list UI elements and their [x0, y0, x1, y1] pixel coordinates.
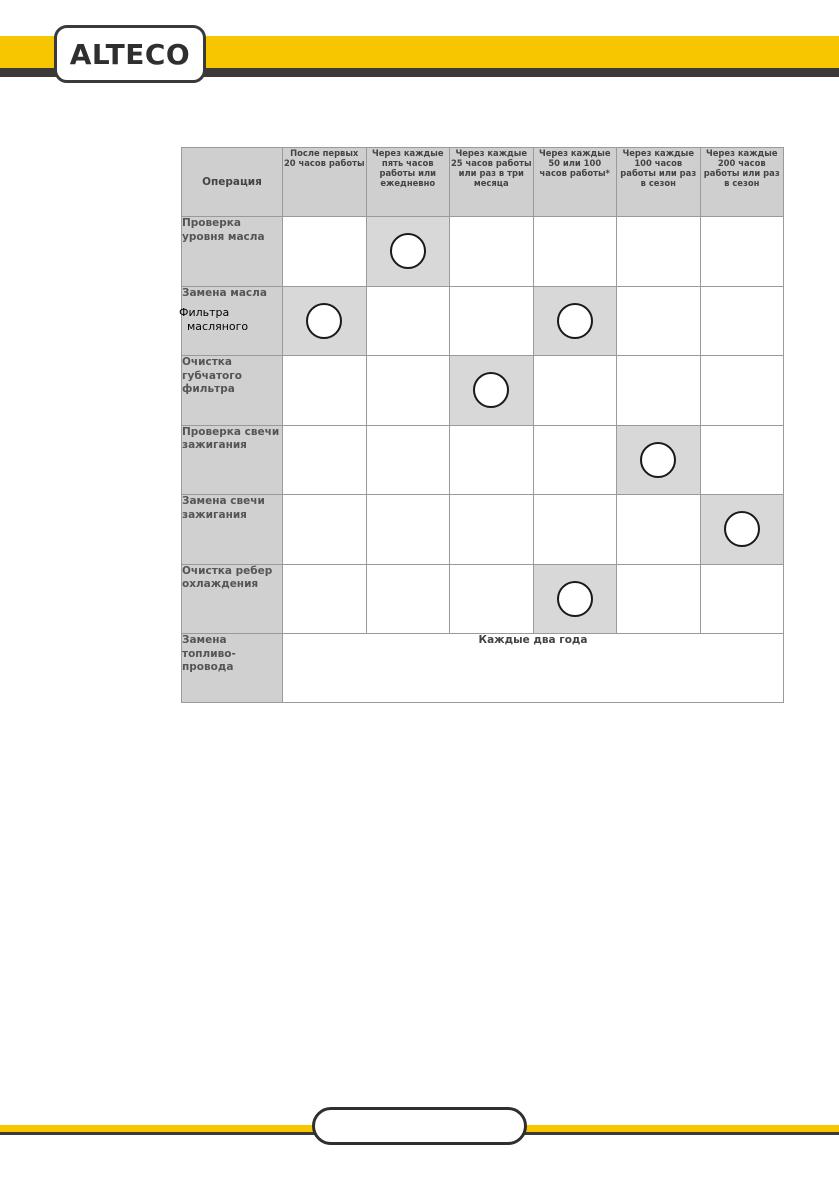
table-row: [182, 356, 784, 426]
brand-logo: [54, 25, 206, 83]
schedule-cell: [617, 495, 701, 565]
page-number-badge: [312, 1107, 527, 1145]
schedule-cell: [366, 425, 450, 495]
schedule-cell: [700, 564, 784, 634]
maintenance-mark-circle: [306, 303, 342, 339]
schedule-cell: [450, 356, 534, 426]
schedule-cell: [450, 217, 534, 287]
maintenance-mark-circle: [473, 372, 509, 408]
maintenance-mark-circle: [724, 511, 760, 547]
schedule-cell: [283, 286, 367, 356]
schedule-cell: [617, 564, 701, 634]
operation-label: Очистка ребер охлаждения: [182, 564, 283, 634]
schedule-cell: [366, 286, 450, 356]
table-row: [182, 495, 784, 565]
table-row: [182, 425, 784, 495]
column-header: Через каждые 200 часов работы или раз в сезон: [700, 148, 784, 217]
header-row: [182, 148, 784, 217]
operation-cell: [179, 286, 283, 356]
column-header: После первых 20 часов работы: [283, 148, 367, 217]
schedule-cell: [617, 286, 701, 356]
schedule-cell: [366, 564, 450, 634]
schedule-cell: [283, 564, 367, 634]
handwritten-note: [179, 306, 282, 335]
schedule-cell: [617, 425, 701, 495]
operation-label: Проверка уровня масла: [182, 217, 283, 287]
note-line: Фильтра: [179, 306, 230, 320]
schedule-cell: [450, 564, 534, 634]
maintenance-mark-circle: [557, 303, 593, 339]
schedule-cell: [533, 217, 617, 287]
schedule-cell: [700, 286, 784, 356]
schedule-cell: [450, 425, 534, 495]
schedule-cell: [366, 217, 450, 287]
schedule-cell: [283, 495, 367, 565]
schedule-cell: [283, 425, 367, 495]
column-header: Через каждые пять часов работы или ежедневно: [366, 148, 450, 217]
note-line: масляного: [187, 320, 249, 334]
schedule-cell: [617, 217, 701, 287]
operation-label: Проверка свечи зажигания: [182, 425, 283, 495]
operation-label: Замена свечи зажигания: [182, 495, 283, 565]
schedule-cell: [533, 356, 617, 426]
table-row: [182, 634, 784, 703]
schedule-cell: [450, 495, 534, 565]
maintenance-mark-circle: [640, 442, 676, 478]
operation-label: Замена масла: [182, 286, 267, 299]
schedule-cell: [700, 495, 784, 565]
operation-label: Замена топливо-провода: [182, 634, 283, 703]
schedule-cell: [533, 495, 617, 565]
schedule-cell: [700, 217, 784, 287]
schedule-cell: [700, 425, 784, 495]
schedule-cell: [533, 564, 617, 634]
maintenance-schedule-table: [181, 147, 784, 703]
schedule-cell: [283, 217, 367, 287]
operation-header: Операция: [182, 148, 283, 217]
schedule-cell: [700, 356, 784, 426]
interval-span-cell: Каждые два года: [283, 634, 784, 703]
schedule-cell: [366, 495, 450, 565]
column-header: Через каждые 25 часов работы или раз в три месяца: [450, 148, 534, 217]
schedule-cell: [283, 356, 367, 426]
maintenance-mark-circle: [390, 233, 426, 269]
table-row: [182, 217, 784, 287]
column-header: Через каждые 100 часов работы или раз в сезон: [617, 148, 701, 217]
schedule-cell: [366, 356, 450, 426]
logo-text: ALTECO: [69, 37, 191, 71]
maintenance-mark-circle: [557, 581, 593, 617]
operation-label: Очистка губчатого фильтра: [182, 356, 283, 426]
schedule-cell: [617, 356, 701, 426]
schedule-cell: [450, 286, 534, 356]
column-header: Через каждые 50 или 100 часов работы*: [533, 148, 617, 217]
table-row: [182, 564, 784, 634]
schedule-cell: [533, 286, 617, 356]
schedule-cell: [533, 425, 617, 495]
table-row: [182, 286, 784, 356]
